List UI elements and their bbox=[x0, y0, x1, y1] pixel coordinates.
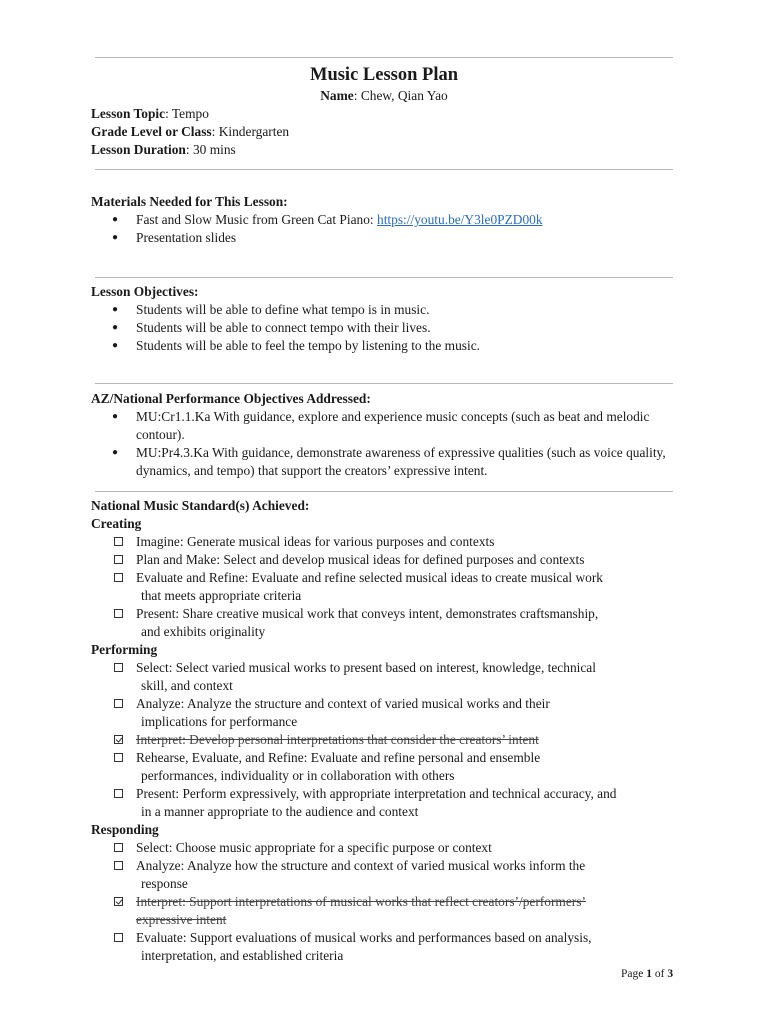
materials-heading: Materials Needed for This Lesson: bbox=[91, 194, 288, 209]
page-number: Page 1 of 3 bbox=[621, 968, 674, 980]
lesson-duration: Lesson Duration: 30 mins bbox=[91, 142, 236, 157]
section-divider bbox=[95, 277, 673, 278]
section-divider bbox=[95, 169, 673, 170]
standard-item: Evaluate and Refine: Evaluate and refine selected musical ideas to create musical work that meets appropriate criteria bbox=[91, 569, 681, 605]
list-item: ● Fast and Slow Music from Green Cat Piano: https://youtu.be/Y3le0PZD00k bbox=[112, 212, 543, 227]
bullet-icon: ● bbox=[112, 340, 119, 351]
info-value: 30 mins bbox=[192, 142, 236, 157]
category-performing: Performing bbox=[91, 642, 158, 657]
standard-item: Analyze: Analyze how the structure and context of varied musical works inform the response bbox=[91, 857, 681, 893]
standard-item: Plan and Make: Select and develop musical ideas for defined purposes and contexts bbox=[91, 551, 681, 569]
standard-item: Present: Perform expressively, with appropriate interpretation and technical accuracy, and in a manner appropriate to the audience and context bbox=[91, 785, 681, 821]
name-value: Chew, Qian Yao bbox=[360, 88, 448, 103]
checkbox-icon[interactable] bbox=[114, 537, 123, 546]
materials-list bbox=[91, 211, 681, 247]
checkbox-icon[interactable] bbox=[114, 933, 123, 942]
standards-heading: National Music Standard(s) Achieved: bbox=[91, 498, 310, 513]
info-label: Lesson Topic bbox=[91, 106, 166, 121]
checkbox-icon[interactable] bbox=[114, 753, 123, 762]
checked-checkbox-icon[interactable] bbox=[114, 735, 123, 744]
standard-item-checked: Interpret: Develop personal interpretations that consider the creators’ intent bbox=[91, 731, 681, 749]
list-item: ● Presentation slides bbox=[112, 230, 237, 245]
checked-checkbox-icon[interactable] bbox=[114, 897, 123, 906]
checkbox-icon[interactable] bbox=[114, 555, 123, 564]
checkbox-icon[interactable] bbox=[114, 609, 123, 618]
standard-item-checked: Interpret: Support interpretations of musical works that reflect creators’/performers’ expressive intent bbox=[91, 893, 681, 929]
name-label: Name bbox=[320, 88, 354, 103]
bullet-icon: ● bbox=[112, 447, 119, 458]
checkbox-icon[interactable] bbox=[114, 843, 123, 852]
standard-item: Analyze: Analyze the structure and context of varied musical works and their implications for performance bbox=[91, 695, 681, 731]
performance-list bbox=[91, 408, 681, 480]
performance-heading: AZ/National Performance Objectives Addressed: bbox=[91, 391, 371, 406]
lesson-info bbox=[91, 105, 681, 159]
info-label: Lesson Duration bbox=[91, 142, 186, 157]
objectives-list bbox=[91, 301, 681, 355]
bullet-icon: ● bbox=[112, 232, 119, 243]
standard-item: Select: Select varied musical works to present based on interest, knowledge, technical skill, and context bbox=[91, 659, 681, 695]
standard-item: Rehearse, Evaluate, and Refine: Evaluate and refine personal and ensemble performances, individuality or in collaboration with others bbox=[91, 749, 681, 785]
list-item: ● MU:Pr4.3.Ka With guidance, demonstrate awareness of expressive qualities (such as voice quality, dynamics, and tempo) that support the creators’ expressive intent. bbox=[112, 445, 666, 478]
list-item: ● Students will be able to feel the tempo by listening to the music. bbox=[112, 338, 481, 353]
bullet-icon: ● bbox=[112, 304, 119, 315]
standard-item: Imagine: Generate musical ideas for various purposes and contexts bbox=[91, 533, 681, 551]
bullet-icon: ● bbox=[112, 411, 119, 422]
lesson-topic: Lesson Topic: Tempo bbox=[91, 106, 209, 121]
checkbox-icon[interactable] bbox=[114, 573, 123, 582]
bullet-icon: ● bbox=[112, 214, 119, 225]
info-value: Tempo bbox=[171, 106, 209, 121]
checkbox-icon[interactable] bbox=[114, 663, 123, 672]
standard-item: Select: Choose music appropriate for a specific purpose or context bbox=[91, 839, 681, 857]
standard-item: Evaluate: Support evaluations of musical works and performances based on analysis, interpretation, and established criteria bbox=[91, 929, 681, 965]
category-creating: Creating bbox=[91, 516, 142, 531]
standard-item: Present: Share creative musical work that conveys intent, demonstrates craftsmanship, and exhibits originality bbox=[91, 605, 681, 641]
checkbox-icon[interactable] bbox=[114, 861, 123, 870]
list-item: ● Students will be able to define what tempo is in music. bbox=[112, 302, 430, 317]
grade-level: Grade Level or Class: Kindergarten bbox=[91, 124, 290, 139]
list-item: ● MU:Cr1.1.Ka With guidance, explore and experience music concepts (such as beat and melodic contour). bbox=[112, 409, 650, 442]
page-title: Music Lesson Plan bbox=[309, 65, 459, 85]
section-divider bbox=[95, 491, 673, 492]
checkbox-icon[interactable] bbox=[114, 699, 123, 708]
objectives-section bbox=[91, 283, 681, 355]
checkbox-icon[interactable] bbox=[114, 789, 123, 798]
materials-section bbox=[91, 193, 681, 247]
list-item: ● Students will be able to connect tempo with their lives. bbox=[112, 320, 431, 335]
standards-section bbox=[91, 497, 681, 965]
info-label: Grade Level or Class bbox=[91, 124, 212, 139]
section-divider bbox=[95, 383, 673, 384]
info-value: Kindergarten bbox=[218, 124, 290, 139]
author-name: Name: Chew, Qian Yao bbox=[320, 88, 448, 103]
performance-objectives-section bbox=[91, 390, 681, 480]
top-divider bbox=[95, 57, 673, 58]
bullet-icon: ● bbox=[112, 322, 119, 333]
objectives-heading: Lesson Objectives: bbox=[91, 284, 199, 299]
category-responding: Responding bbox=[91, 822, 159, 837]
video-link[interactable]: https://youtu.be/Y3le0PZD00k bbox=[377, 212, 543, 227]
